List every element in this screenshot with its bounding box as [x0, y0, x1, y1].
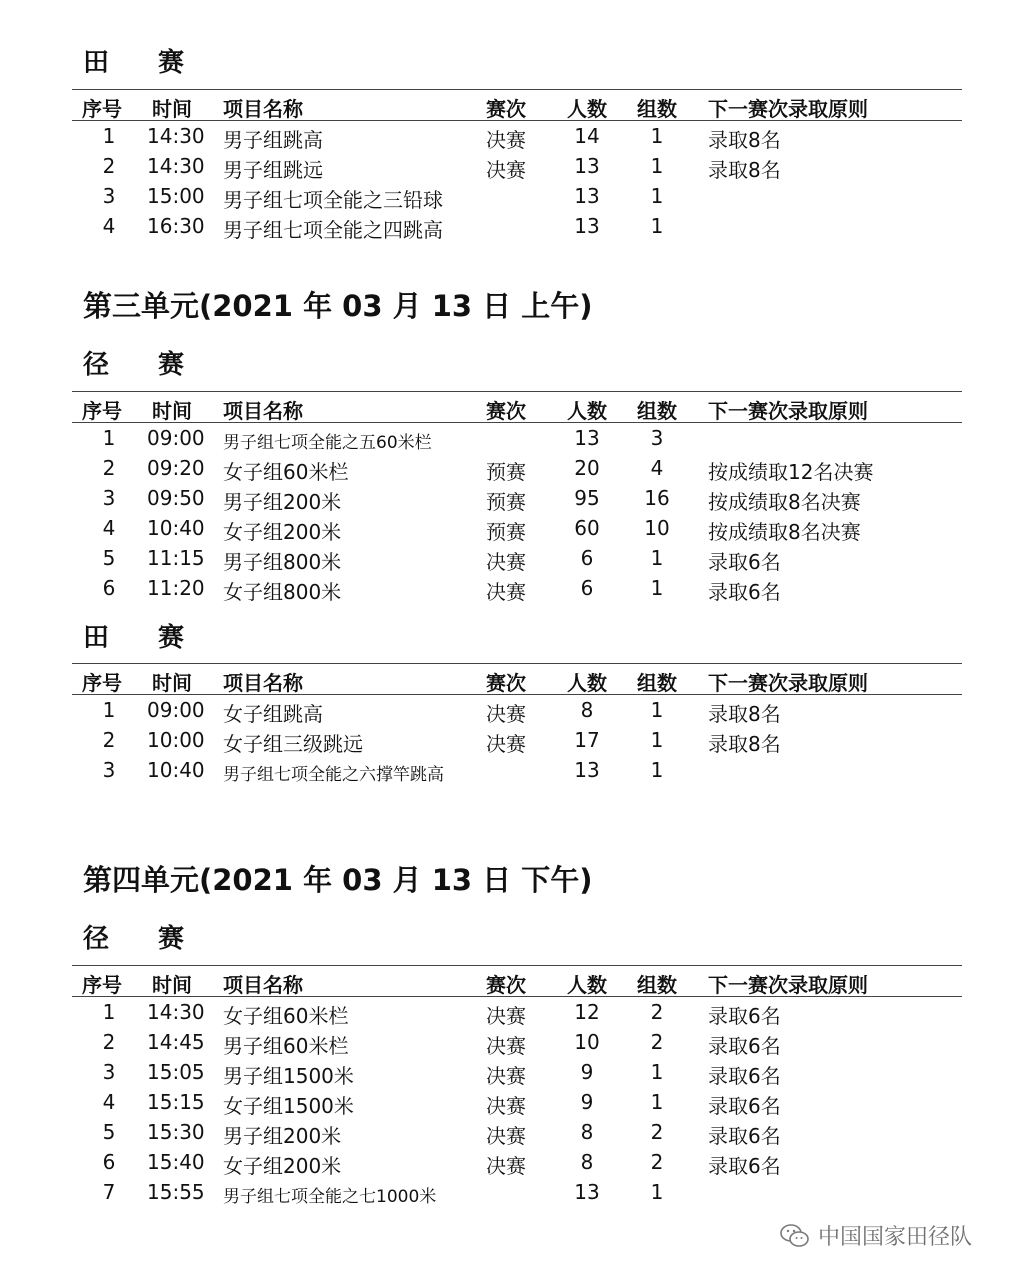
cell-number: 1 — [102, 124, 116, 148]
cell-number: 4 — [102, 516, 116, 540]
cell-event: 男子组七项全能之四跳高 — [223, 218, 443, 242]
cell-time: 11:20 — [147, 576, 205, 600]
cell-time: 10:40 — [147, 758, 205, 782]
table-row — [72, 573, 962, 603]
header-time: 时间 — [152, 973, 192, 997]
cell-round: 预赛 — [486, 490, 526, 514]
cell-number: 2 — [102, 154, 116, 178]
cell-count: 60 — [574, 516, 600, 540]
cell-number: 6 — [102, 576, 116, 600]
cell-event: 女子组60米栏 — [223, 1004, 349, 1028]
cell-groups: 4 — [650, 456, 664, 480]
table-row — [72, 695, 962, 725]
table-header — [72, 391, 962, 423]
cell-groups: 2 — [650, 1150, 664, 1174]
cell-number: 4 — [102, 214, 116, 238]
section-title-field-1: 田 赛 — [83, 48, 205, 78]
cell-time: 14:30 — [147, 1000, 205, 1024]
table-header — [72, 89, 962, 121]
header-rule: 下一赛次录取原则 — [708, 671, 868, 695]
cell-round: 决赛 — [486, 1064, 526, 1088]
cell-event: 男子组200米 — [223, 1124, 342, 1148]
cell-groups: 2 — [650, 1120, 664, 1144]
cell-count: 10 — [574, 1030, 600, 1054]
cell-groups: 2 — [650, 1030, 664, 1054]
cell-rule: 录取8名 — [708, 158, 781, 182]
header-count: 人数 — [567, 97, 607, 121]
cell-groups: 1 — [650, 546, 664, 570]
cell-groups: 3 — [650, 426, 664, 450]
unit-3-title: 第三单元(2021 年 03 月 13 日 上午) — [83, 289, 593, 323]
cell-event: 男子组七项全能之三铅球 — [223, 188, 443, 212]
cell-event: 女子组跳高 — [223, 702, 323, 726]
cell-time: 14:30 — [147, 154, 205, 178]
table-row — [72, 997, 962, 1027]
cell-groups: 1 — [650, 728, 664, 752]
header-groups: 组数 — [637, 973, 677, 997]
cell-number: 4 — [102, 1090, 116, 1114]
unit-4-title: 第四单元(2021 年 03 月 13 日 下午) — [83, 863, 593, 897]
cell-groups: 10 — [644, 516, 670, 540]
cell-groups: 1 — [650, 1180, 664, 1204]
cell-time: 09:50 — [147, 486, 205, 510]
header-rule: 下一赛次录取原则 — [708, 97, 868, 121]
cell-groups: 2 — [650, 1000, 664, 1024]
table-row — [72, 181, 962, 211]
cell-count: 8 — [580, 1120, 594, 1144]
cell-number: 2 — [102, 728, 116, 752]
cell-rule: 录取6名 — [708, 1034, 781, 1058]
cell-groups: 1 — [650, 184, 664, 208]
watermark-text: 中国国家田径队 — [818, 1225, 973, 1250]
header-time: 时间 — [152, 97, 192, 121]
cell-event: 男子组七项全能之五60米栏 — [223, 433, 432, 453]
cell-round: 决赛 — [486, 702, 526, 726]
cell-number: 3 — [102, 1060, 116, 1084]
cell-time: 14:45 — [147, 1030, 205, 1054]
table-row — [72, 483, 962, 513]
header-count: 人数 — [567, 973, 607, 997]
cell-number: 3 — [102, 184, 116, 208]
section-title-track-2: 径 赛 — [83, 350, 205, 380]
cell-round: 决赛 — [486, 1124, 526, 1148]
cell-number: 1 — [102, 1000, 116, 1024]
cell-time: 15:05 — [147, 1060, 205, 1084]
cell-event: 男子组跳远 — [223, 158, 323, 182]
header-event: 项目名称 — [223, 399, 303, 423]
cell-number: 2 — [102, 456, 116, 480]
header-event: 项目名称 — [223, 671, 303, 695]
cell-event: 女子组三级跳远 — [223, 732, 363, 756]
cell-time: 15:55 — [147, 1180, 205, 1204]
cell-time: 09:20 — [147, 456, 205, 480]
header-groups: 组数 — [637, 399, 677, 423]
cell-round: 决赛 — [486, 128, 526, 152]
cell-number: 5 — [102, 1120, 116, 1144]
cell-rule: 按成绩取8名决赛 — [708, 520, 861, 544]
cell-count: 95 — [574, 486, 600, 510]
cell-count: 6 — [580, 546, 594, 570]
cell-event: 男子组60米栏 — [223, 1034, 349, 1058]
cell-round: 决赛 — [486, 158, 526, 182]
cell-groups: 1 — [650, 758, 664, 782]
table-row — [72, 1057, 962, 1087]
table-row — [72, 121, 962, 151]
header-time: 时间 — [152, 671, 192, 695]
cell-count: 8 — [580, 1150, 594, 1174]
section-title-field-3: 田 赛 — [83, 623, 205, 653]
cell-count: 13 — [574, 426, 600, 450]
table-row — [72, 423, 962, 453]
cell-round: 决赛 — [486, 1004, 526, 1028]
table-row — [72, 1027, 962, 1057]
cell-count: 12 — [574, 1000, 600, 1024]
cell-number: 1 — [102, 426, 116, 450]
cell-groups: 1 — [650, 1060, 664, 1084]
cell-rule: 按成绩取8名决赛 — [708, 490, 861, 514]
header-groups: 组数 — [637, 671, 677, 695]
cell-event: 男子组800米 — [223, 550, 342, 574]
header-count: 人数 — [567, 671, 607, 695]
cell-count: 9 — [580, 1090, 594, 1114]
cell-groups: 1 — [650, 576, 664, 600]
cell-rule: 录取6名 — [708, 1064, 781, 1088]
wechat-icon — [780, 1223, 810, 1249]
header-rule: 下一赛次录取原则 — [708, 973, 868, 997]
cell-round: 预赛 — [486, 460, 526, 484]
cell-number: 2 — [102, 1030, 116, 1054]
cell-time: 10:00 — [147, 728, 205, 752]
cell-time: 09:00 — [147, 426, 205, 450]
header-groups: 组数 — [637, 97, 677, 121]
table-header — [72, 663, 962, 695]
watermark — [780, 1220, 972, 1251]
cell-round: 决赛 — [486, 1154, 526, 1178]
table-row — [72, 453, 962, 483]
header-round: 赛次 — [486, 97, 526, 121]
cell-count: 13 — [574, 758, 600, 782]
table-row — [72, 1117, 962, 1147]
header-time: 时间 — [152, 399, 192, 423]
cell-number: 3 — [102, 758, 116, 782]
cell-rule: 录取6名 — [708, 550, 781, 574]
cell-count: 20 — [574, 456, 600, 480]
cell-count: 13 — [574, 184, 600, 208]
table-row — [72, 151, 962, 181]
cell-count: 13 — [574, 1180, 600, 1204]
header-round: 赛次 — [486, 973, 526, 997]
cell-count: 14 — [574, 124, 600, 148]
cell-rule: 录取6名 — [708, 1124, 781, 1148]
schedule-table-field-1 — [72, 89, 962, 241]
table-row — [72, 755, 962, 785]
cell-count: 9 — [580, 1060, 594, 1084]
cell-groups: 16 — [644, 486, 670, 510]
header-number: 序号 — [82, 399, 122, 423]
cell-event: 男子组七项全能之七1000米 — [223, 1187, 437, 1207]
cell-time: 15:15 — [147, 1090, 205, 1114]
cell-rule: 录取6名 — [708, 580, 781, 604]
cell-number: 3 — [102, 486, 116, 510]
cell-event: 女子组200米 — [223, 1154, 342, 1178]
header-number: 序号 — [82, 97, 122, 121]
header-round: 赛次 — [486, 671, 526, 695]
cell-time: 16:30 — [147, 214, 205, 238]
cell-rule: 录取6名 — [708, 1154, 781, 1178]
table-row — [72, 543, 962, 573]
table-row — [72, 211, 962, 241]
header-number: 序号 — [82, 671, 122, 695]
header-count: 人数 — [567, 399, 607, 423]
cell-event: 男子组七项全能之六撑竿跳高 — [223, 765, 444, 785]
cell-groups: 1 — [650, 154, 664, 178]
cell-round: 决赛 — [486, 1034, 526, 1058]
cell-round: 决赛 — [486, 550, 526, 574]
table-row — [72, 1177, 962, 1207]
cell-rule: 录取8名 — [708, 128, 781, 152]
cell-event: 男子组1500米 — [223, 1064, 354, 1088]
cell-time: 15:40 — [147, 1150, 205, 1174]
cell-event: 男子组跳高 — [223, 128, 323, 152]
cell-round: 预赛 — [486, 520, 526, 544]
cell-event: 女子组800米 — [223, 580, 342, 604]
table-row — [72, 725, 962, 755]
table-row — [72, 1087, 962, 1117]
cell-event: 男子组200米 — [223, 490, 342, 514]
cell-time: 11:15 — [147, 546, 205, 570]
schedule-table-field-3 — [72, 663, 962, 785]
cell-groups: 1 — [650, 1090, 664, 1114]
cell-number: 7 — [102, 1180, 116, 1204]
cell-number: 6 — [102, 1150, 116, 1174]
header-event: 项目名称 — [223, 973, 303, 997]
cell-groups: 1 — [650, 214, 664, 238]
table-row — [72, 513, 962, 543]
cell-event: 女子组200米 — [223, 520, 342, 544]
cell-event: 女子组60米栏 — [223, 460, 349, 484]
cell-rule: 录取8名 — [708, 702, 781, 726]
cell-round: 决赛 — [486, 1094, 526, 1118]
cell-round: 决赛 — [486, 732, 526, 756]
table-header — [72, 965, 962, 997]
cell-count: 17 — [574, 728, 600, 752]
cell-event: 女子组1500米 — [223, 1094, 354, 1118]
header-round: 赛次 — [486, 399, 526, 423]
cell-number: 1 — [102, 698, 116, 722]
cell-round: 决赛 — [486, 580, 526, 604]
header-event: 项目名称 — [223, 97, 303, 121]
cell-count: 13 — [574, 154, 600, 178]
schedule-table-track-4 — [72, 965, 962, 1207]
cell-count: 6 — [580, 576, 594, 600]
cell-rule: 录取8名 — [708, 732, 781, 756]
header-number: 序号 — [82, 973, 122, 997]
table-row — [72, 1147, 962, 1177]
cell-groups: 1 — [650, 698, 664, 722]
cell-time: 15:00 — [147, 184, 205, 208]
cell-rule: 录取6名 — [708, 1004, 781, 1028]
cell-rule: 录取6名 — [708, 1094, 781, 1118]
cell-count: 13 — [574, 214, 600, 238]
section-title-track-4: 径 赛 — [83, 924, 205, 954]
cell-number: 5 — [102, 546, 116, 570]
cell-time: 14:30 — [147, 124, 205, 148]
cell-groups: 1 — [650, 124, 664, 148]
cell-time: 09:00 — [147, 698, 205, 722]
cell-rule: 按成绩取12名决赛 — [708, 460, 874, 484]
cell-time: 10:40 — [147, 516, 205, 540]
schedule-table-track-2 — [72, 391, 962, 603]
header-rule: 下一赛次录取原则 — [708, 399, 868, 423]
cell-count: 8 — [580, 698, 594, 722]
cell-time: 15:30 — [147, 1120, 205, 1144]
